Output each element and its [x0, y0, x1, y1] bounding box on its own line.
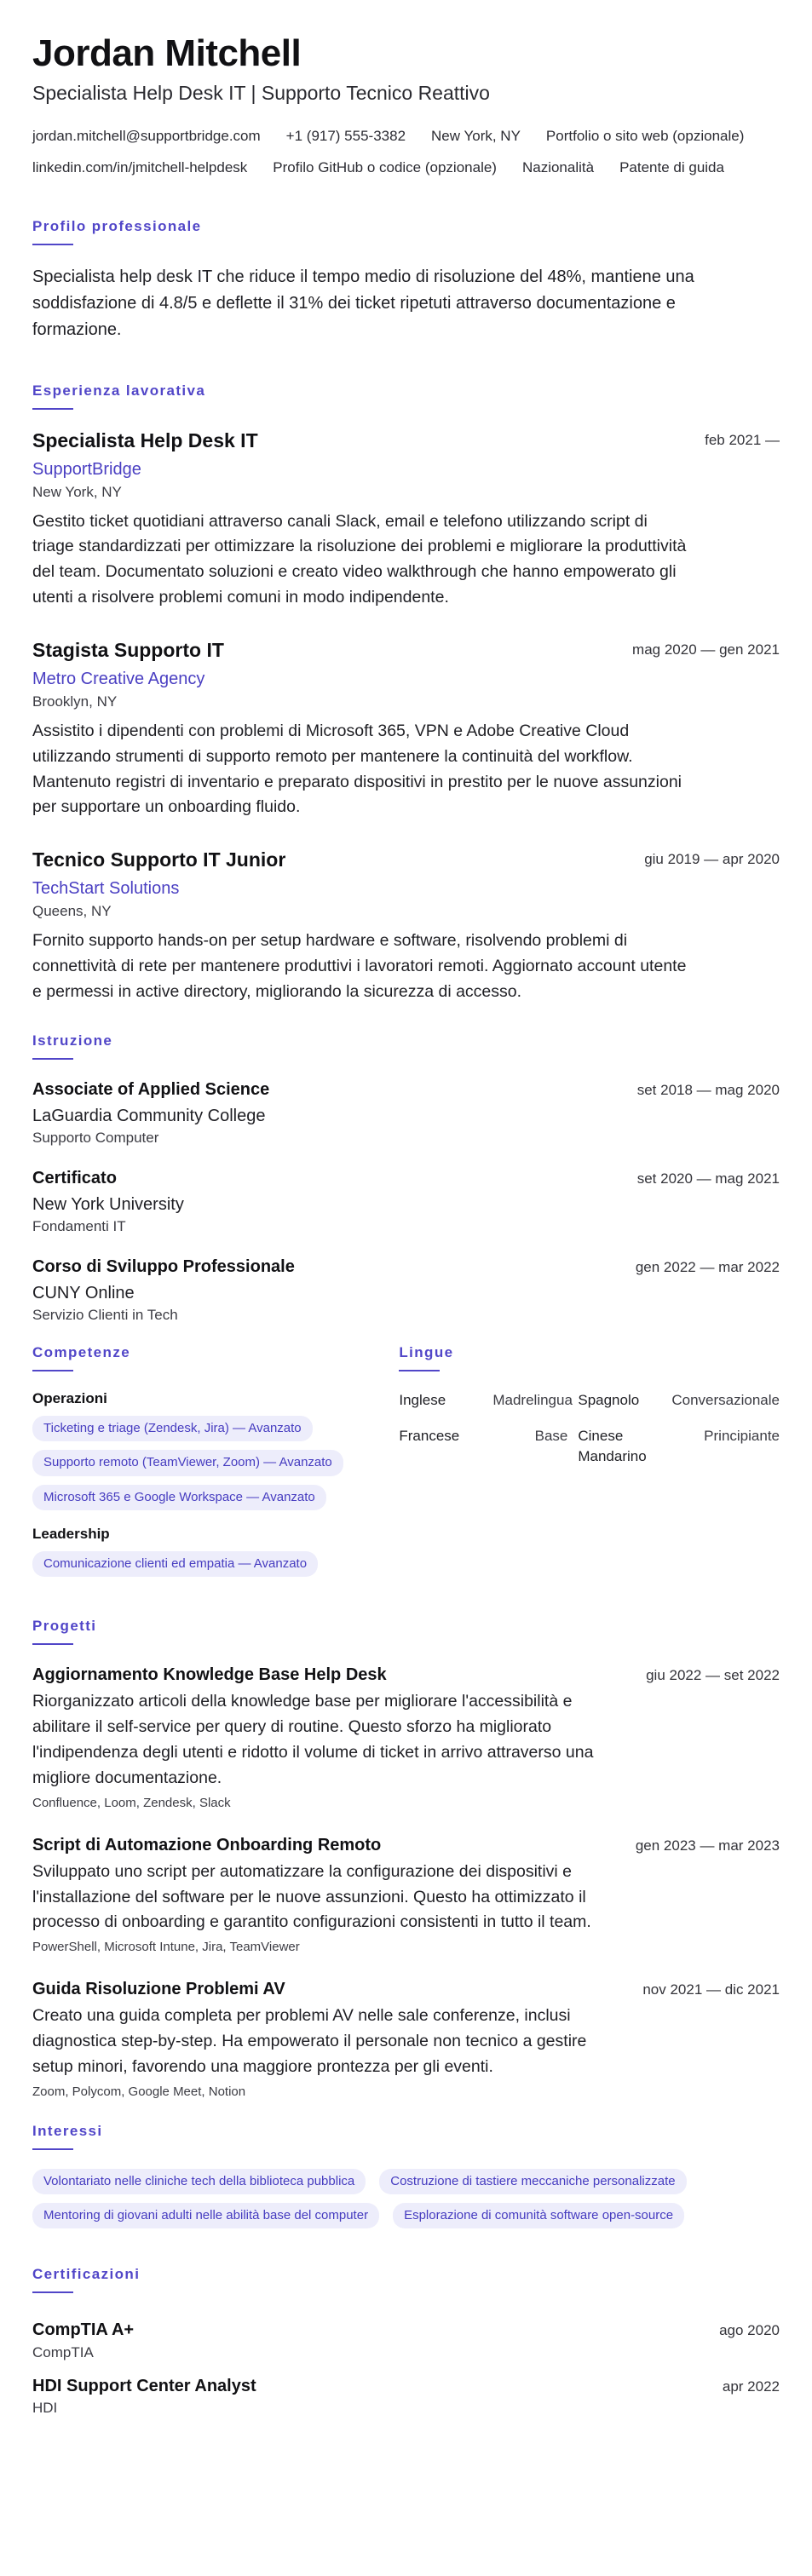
language-name: Francese — [399, 1427, 460, 1444]
contact-phone[interactable]: +1 (917) 555-3382 — [285, 128, 406, 145]
language-name: Cinese Mandarino — [578, 1427, 647, 1464]
contact-email[interactable]: jordan.mitchell@supportbridge.com — [32, 128, 261, 145]
job-description: Fornito supporto hands-on per setup hardware e software, risolvendo problemi di connettività di rete per mantenere produttivi i lavoratori remoti. Aggiornato account utente e permessi in active directory, migliorando la sicurezza di accesso. — [32, 931, 687, 1001]
education-date: set 2018 — mag 2020 — [636, 1081, 780, 1098]
skill-group — [32, 1526, 399, 1577]
project-tools: PowerShell, Microsoft Intune, Jira, TeamViewer — [32, 1940, 300, 1955]
job-location: Brooklyn, NY — [32, 693, 118, 710]
education-entry — [32, 1256, 780, 1324]
skill-tag: Supporto remoto (TeamViewer, Zoom) — Avanzato — [32, 1450, 343, 1475]
contact-nationality: Nazionalità — [521, 159, 595, 176]
certification-issuer: HDI — [32, 2399, 58, 2416]
skill-tag: Comunicazione clienti ed empatia — Avanzato — [32, 1551, 318, 1577]
interest-tag: Esplorazione di comunità software open-source — [393, 2203, 684, 2228]
language-level: Principiante — [704, 1427, 780, 1444]
contact-github[interactable]: Profilo GitHub o codice (opzionale) — [273, 159, 497, 176]
languages-section — [399, 1344, 780, 1592]
certification-entry — [32, 2319, 780, 2360]
project-name: Guida Risoluzione Problemi AV — [32, 1980, 285, 1999]
candidate-headline: Specialista Help Desk IT | Supporto Tecnico Reattivo — [32, 81, 490, 104]
section-title: Competenze — [32, 1344, 131, 1361]
language-level: Madrelingua — [492, 1392, 573, 1409]
school-name: CUNY Online — [32, 1284, 135, 1303]
resume-header — [32, 32, 780, 179]
job-title: Stagista Supporto IT — [32, 638, 224, 661]
project-tools: Zoom, Polycom, Google Meet, Notion — [32, 2084, 246, 2099]
skill-tag: Microsoft 365 e Google Workspace — Avanzato — [32, 1485, 326, 1510]
experience-entry — [32, 638, 780, 820]
project-description: Sviluppato uno script per automatizzare la configurazione dei dispositivi e l'installazione del software per le nuove assunzioni. Questo ha ottimizzato il processo di onboarding e garantito configurazioni consistenti in tutto il team. — [32, 1861, 591, 1932]
contact-location: New York, NY — [431, 128, 521, 145]
section-title: Istruzione — [32, 1032, 113, 1049]
job-company: Metro Creative Agency — [32, 669, 205, 688]
skill-group — [32, 1390, 399, 1510]
study-area: Fondamenti IT — [32, 1217, 126, 1234]
skill-group-name: Leadership — [32, 1525, 110, 1542]
job-company: TechStart Solutions — [32, 879, 180, 899]
project-entry — [32, 1978, 780, 2099]
section-divider — [32, 1370, 73, 1371]
contact-list — [32, 126, 780, 178]
degree-title: Certificato — [32, 1168, 117, 1187]
section-divider — [32, 1058, 73, 1060]
project-name: Aggiornamento Knowledge Base Help Desk — [32, 1665, 387, 1685]
job-date: mag 2020 — gen 2021 — [632, 641, 780, 658]
certification-name: HDI Support Center Analyst — [32, 2376, 256, 2395]
certifications-section — [32, 2266, 780, 2416]
school-name: LaGuardia Community College — [32, 1106, 266, 1125]
job-location: New York, NY — [32, 483, 122, 500]
certification-name: CompTIA A+ — [32, 2320, 135, 2340]
interest-tag: Mentoring di giovani adulti nelle abilità base del computer — [32, 2203, 379, 2228]
project-tools: Confluence, Loom, Zendesk, Slack — [32, 1795, 231, 1810]
section-title: Profilo professionale — [32, 217, 202, 234]
education-date: gen 2022 — mar 2022 — [635, 1258, 780, 1275]
certification-entry — [32, 2375, 780, 2417]
contact-linkedin[interactable]: linkedin.com/in/jmitchell-helpdesk — [32, 159, 248, 176]
interest-tag: Costruzione di tastiere meccaniche personalizzate — [379, 2169, 686, 2194]
degree-title: Corso di Sviluppo Professionale — [32, 1256, 295, 1276]
section-title: Progetti — [32, 1618, 97, 1635]
degree-title: Associate of Applied Science — [32, 1079, 270, 1099]
education-entry — [32, 1167, 780, 1235]
project-entry — [32, 1664, 780, 1810]
interest-list — [32, 2169, 748, 2229]
candidate-name: Jordan Mitchell — [32, 32, 302, 74]
summary-section — [32, 218, 780, 343]
job-location: Queens, NY — [32, 903, 112, 920]
language-level: Base — [534, 1427, 568, 1444]
summary-text: Specialista help desk IT che riduce il tempo medio di risoluzione del 48%, mantiene una soddisfazione di 4.8/5 e deflette il 31% dei ticket ripetuti attraverso documentazione e formazione. — [32, 267, 694, 339]
contact-portfolio[interactable]: Portfolio o sito web (opzionale) — [545, 128, 745, 145]
section-divider — [32, 408, 73, 410]
project-name: Script di Automazione Onboarding Remoto — [32, 1835, 382, 1854]
skill-group-name: Operazioni — [32, 1390, 107, 1407]
language-list — [399, 1390, 780, 1466]
project-date: gen 2023 — mar 2023 — [635, 1837, 780, 1854]
language-name: Spagnolo — [578, 1392, 640, 1409]
study-area: Servizio Clienti in Tech — [32, 1307, 178, 1324]
certification-issuer: CompTIA — [32, 2343, 94, 2360]
language-level: Conversazionale — [671, 1392, 780, 1409]
section-divider — [32, 2291, 73, 2293]
section-divider — [32, 244, 73, 245]
education-date: set 2020 — mag 2021 — [636, 1170, 780, 1187]
skills-section — [32, 1344, 399, 1592]
job-company: SupportBridge — [32, 459, 141, 479]
project-entry — [32, 1834, 780, 1955]
project-description: Creato una guida completa per problemi AV nelle sale conferenze, inclusi diagnostica step-by-step. Ha empowerato il personale non tecnico a gestire setup minori, favorendo una maggiore prontezza per gli eventi. — [32, 2006, 587, 2077]
project-date: giu 2022 — set 2022 — [646, 1667, 780, 1684]
job-date: feb 2021 — — [705, 431, 780, 448]
job-title: Tecnico Supporto IT Junior — [32, 848, 286, 871]
certification-date: apr 2022 — [722, 2378, 780, 2395]
section-title: Certificazioni — [32, 2266, 141, 2283]
job-description: Assistito i dipendenti con problemi di Microsoft 365, VPN e Adobe Creative Cloud utilizzando strumenti di supporto remoto per mantenere la continuità del workflow. Mantenuto registri di inventario e preparato dispositivi in prestito per le nuove assunzioni per supportare un onboarding fluido. — [32, 721, 682, 817]
project-description: Riorganizzato articoli della knowledge base per migliorare l'accessibilità e abilitare il self-service per query di routine. Questo sforzo ha migliorato l'indipendenza degli utenti e ridotto il volume di ticket in arrivo attraverso una migliore documentazione. — [32, 1692, 594, 1787]
project-date: nov 2021 — dic 2021 — [642, 1981, 780, 1998]
skill-tag: Ticketing e triage (Zendesk, Jira) — Avanzato — [32, 1416, 313, 1441]
certification-date: ago 2020 — [719, 2322, 780, 2339]
school-name: New York University — [32, 1194, 184, 1214]
experience-section — [32, 382, 780, 1005]
section-title: Interessi — [32, 2122, 103, 2139]
section-divider — [399, 1370, 440, 1371]
contact-driving-license: Patente di guida — [619, 159, 724, 176]
projects-section — [32, 1618, 780, 2099]
experience-entry — [32, 428, 780, 611]
skills-languages-row — [32, 1344, 780, 1592]
section-title: Esperienza lavorativa — [32, 382, 206, 399]
education-entry — [32, 1078, 780, 1147]
education-section — [32, 1032, 780, 1325]
section-divider — [32, 2148, 73, 2150]
experience-entry — [32, 848, 780, 1004]
study-area: Supporto Computer — [32, 1129, 159, 1146]
language-name: Inglese — [399, 1392, 446, 1409]
section-title: Lingue — [399, 1344, 454, 1361]
section-divider — [32, 1643, 73, 1645]
interests-section — [32, 2123, 780, 2229]
interest-tag: Volontariato nelle cliniche tech della biblioteca pubblica — [32, 2169, 366, 2194]
job-date: giu 2019 — apr 2020 — [644, 851, 780, 868]
job-title: Specialista Help Desk IT — [32, 428, 258, 451]
job-description: Gestito ticket quotidiani attraverso canali Slack, email e telefono utilizzando script di triage standardizzati per ottimizzare la risoluzione dei problemi e migliorare la produttività del team. Documentato soluzioni e creato video walkthrough che hanno empowerato gli utenti a risolvere problemi comuni in modo indipendente. — [32, 511, 687, 607]
